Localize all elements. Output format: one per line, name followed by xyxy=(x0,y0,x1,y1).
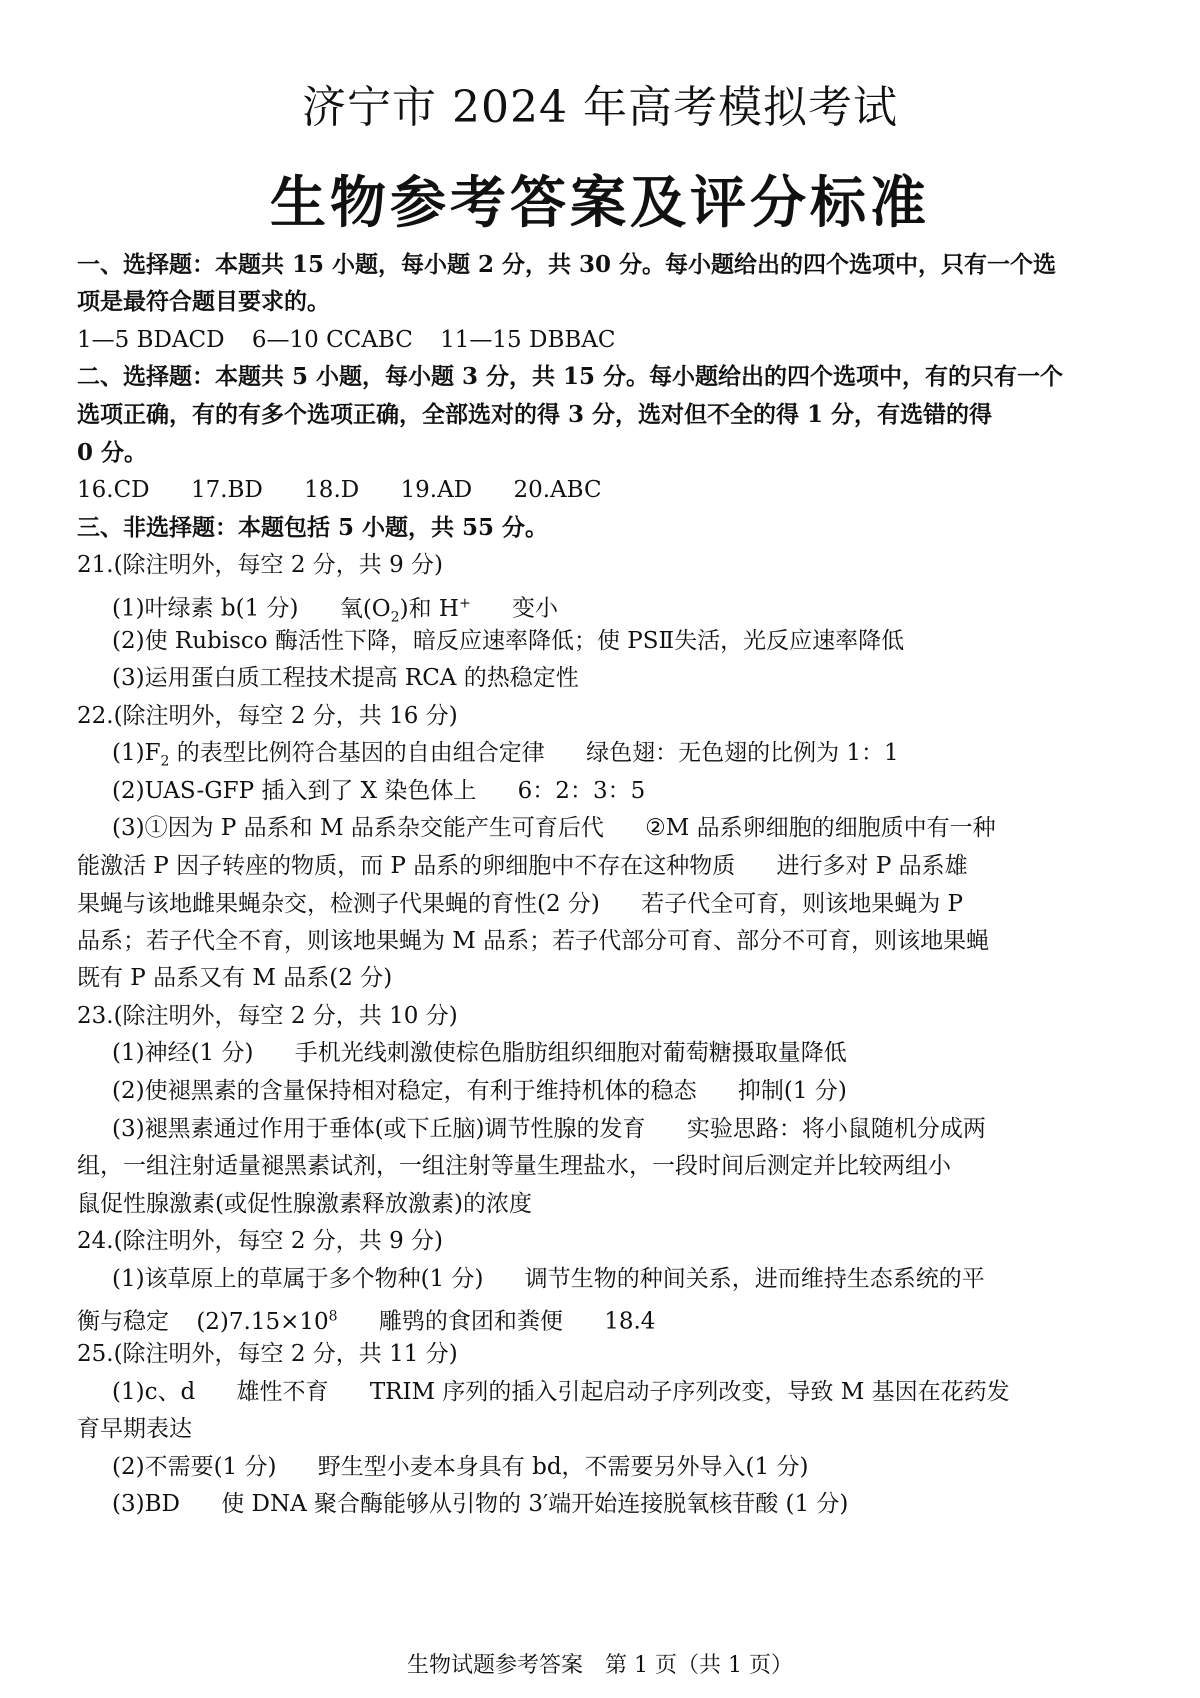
q23-part2: (2)使褪黑素的含量保持相对稳定，有利于维持机体的稳态 抑制(1 分) xyxy=(112,1078,847,1104)
q22-part2 xyxy=(112,774,645,808)
section2-heading-line1: 二、选择题：本题共 5 小题，每小题 3 分，共 15 分。每小题给出的四个选项中，有的只有一个 xyxy=(77,363,1064,390)
q22-answer-4: 6：2：3：5 xyxy=(517,778,646,804)
answer-group: 11—15 DBBAC xyxy=(440,327,616,353)
q23-part1: (1)神经(1 分) 手机光线刺激使棕色脂肪组织细胞对葡萄糖摄取量降低 xyxy=(112,1040,847,1066)
q23-part3-line2: 组，一组注射适量褪黑素试剂，一组注射等量生理盐水，一段时间后测定并比较两组小 xyxy=(77,1153,951,1179)
section3-heading: 三、非选择题：本题包括 5 小题，共 55 分。 xyxy=(77,514,549,541)
q21-answer-1: (1)叶绿素 b(1 分) xyxy=(112,595,299,622)
answer-item: 16.CD xyxy=(77,477,150,503)
document-subtitle: 生物参考答案及评分标准 xyxy=(270,170,930,236)
q25-part2: (2)不需要(1 分) 野生型小麦本身具有 bd，不需要另外导入(1 分) xyxy=(112,1454,809,1480)
q21-part3: (3)运用蛋白质工程技术提高 RCA 的热稳定性 xyxy=(112,665,579,691)
q23-part3-line3: 鼠促性腺激素(或促性腺激素释放激素)的浓度 xyxy=(77,1191,532,1217)
q24-part1-line2: 衡与稳定 $(2)7.15\times 10^8$ 雕鸮的食团和粪便 18.4 xyxy=(77,1308,656,1335)
answer-item: 18.D xyxy=(304,477,360,503)
page-footer: 生物试题参考答案 第 1 页（共 1 页） xyxy=(407,1653,793,1678)
q25-part3: (3)BD 使 DNA 聚合酶能够从引物的 3′端开始连接脱氧核苷酸 (1 分) xyxy=(112,1491,849,1517)
q22-heading: 22.(除注明外，每空 2 分，共 16 分) xyxy=(77,703,458,729)
answer-item: 17.BD xyxy=(190,477,263,503)
answer-item: 19.AD xyxy=(400,477,473,503)
q22-answer-3: (2)UAS-GFP 插入到了 X 染色体上 xyxy=(112,778,477,804)
q22-part3-line2: 能激活 P 因子转座的物质，而 P 品系的卵细胞中不存在这种物质 进行多对 P 品系雄 xyxy=(77,853,968,879)
q22-part1 xyxy=(112,736,899,779)
q21-answer-2: 氧$(O_2)$和 H+ xyxy=(339,595,471,626)
q22-part3-line1: (3)①因为 P 品系和 M 品系杂交能产生可育后代 ②M 品系卵细胞的细胞质中有一种 xyxy=(112,815,996,841)
q22-part3-line4: 品系；若子代全不育，则该地果蝇为 M 品系；若子代部分可育、部分不可育，则该地果蝇 xyxy=(77,928,990,954)
q21-heading: 21.(除注明外，每空 2 分，共 9 分) xyxy=(77,552,444,578)
q22-answer-1: $(1)F_2$ 的表型比例符合基因的自由组合定律 xyxy=(112,740,545,770)
section1-heading-line2: 项是最符合题目要求的。 xyxy=(77,288,330,315)
q25-heading: 25.(除注明外，每空 2 分，共 11 分) xyxy=(77,1341,458,1367)
answer-group: 6—10 CCABC xyxy=(251,327,413,353)
q22-part3-line5: 既有 P 品系又有 M 品系(2 分) xyxy=(77,965,393,991)
q22-answer-2: 绿色翅：无色翅的比例为 1：1 xyxy=(586,740,899,766)
q25-part1-line2: 育早期表达 xyxy=(77,1416,192,1442)
answer-item: 20.ABC xyxy=(513,477,602,503)
q25-part1-line1: (1)c、d 雄性不育 TRIM 序列的插入引起启动子序列改变，导致 M 基因在花药发 xyxy=(112,1379,1010,1405)
exam-title: 济宁市 2024 年高考模拟考试 xyxy=(302,82,898,133)
q24-part1-line1: (1)该草原上的草属于多个物种(1 分) 调节生物的种间关系，进而维持生态系统的平 xyxy=(112,1266,985,1292)
q24-part2-answer: $(2)7.15\times 10^8$ xyxy=(196,1308,338,1335)
q23-part3-line1: (3)褪黑素通过作用于垂体(或下丘脑)调节性腺的发育 实验思路：将小鼠随机分成两 xyxy=(112,1116,986,1142)
q21-part2: (2)使 Rubisco 酶活性下降，暗反应速率降低；使 PSⅡ失活，光反应速率降低 xyxy=(112,628,905,654)
section1-answers xyxy=(77,323,615,357)
q22-part3-line3: 果蝇与该地雌果蝇杂交，检测子代果蝇的育性(2 分) 若子代全可育，则该地果蝇为 P xyxy=(77,891,963,917)
q21-answer-3: 变小 xyxy=(511,595,558,622)
section1-heading-line1: 一、选择题：本题共 15 小题，每小题 2 分，共 30 分。每小题给出的四个选项中，只有一个选 xyxy=(77,251,1057,278)
q24-heading: 24.(除注明外，每空 2 分，共 9 分) xyxy=(77,1228,444,1254)
section2-heading-line2: 选项正确，有的有多个选项正确，全部选对的得 3 分，选对但不全的得 1 分，有选错的得 xyxy=(77,401,993,428)
section2-answers xyxy=(77,473,602,507)
section2-heading-line3: 0 分。 xyxy=(77,439,148,466)
answer-group: 1—5 BDACD xyxy=(77,327,225,353)
q23-heading: 23.(除注明外，每空 2 分，共 10 分) xyxy=(77,1003,458,1029)
